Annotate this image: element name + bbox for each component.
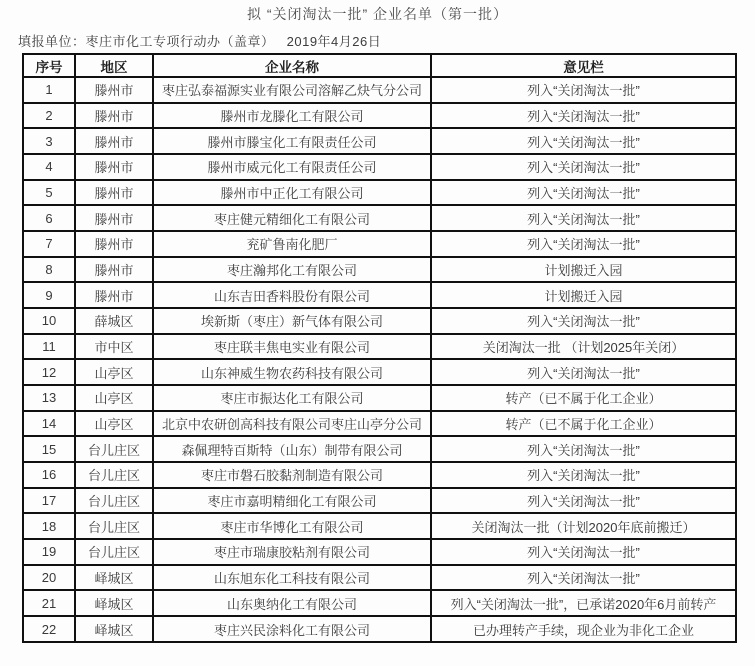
- table-row: [23, 513, 736, 539]
- cell-opinion: 转产（已不属于化工企业）: [431, 385, 736, 411]
- cell-region: 台儿庄区: [75, 462, 153, 488]
- reporting-unit-label: 填报单位：枣庄市化工专项行动办（盖章）: [18, 34, 275, 49]
- cell-company: 枣庄市瑞康胶粘剂有限公司: [153, 539, 431, 565]
- cell-company: 滕州市龙滕化工有限公司: [153, 103, 431, 129]
- cell-opinion: 列入“关闭淘汰一批”: [431, 103, 736, 129]
- table-row: [23, 154, 736, 180]
- cell-no: 5: [23, 180, 75, 206]
- cell-opinion: 列入“关闭淘汰一批”: [431, 205, 736, 231]
- cell-opinion: 关闭淘汰一批（计划2020年底前搬迁）: [431, 513, 736, 539]
- table-row: [23, 590, 736, 616]
- cell-region: 台儿庄区: [75, 488, 153, 514]
- cell-company: 枣庄健元精细化工有限公司: [153, 205, 431, 231]
- cell-company: 滕州市中正化工有限公司: [153, 180, 431, 206]
- table-row: [23, 462, 736, 488]
- col-header-index: 序号: [23, 54, 75, 77]
- cell-company: 兖矿鲁南化肥厂: [153, 231, 431, 257]
- cell-no: 10: [23, 308, 75, 334]
- table-row: [23, 308, 736, 334]
- cell-region: 峄城区: [75, 565, 153, 591]
- cell-company: 枣庄市华博化工有限公司: [153, 513, 431, 539]
- table-row: [23, 385, 736, 411]
- table-row: [23, 257, 736, 283]
- cell-no: 20: [23, 565, 75, 591]
- cell-no: 1: [23, 77, 75, 103]
- cell-region: 薛城区: [75, 308, 153, 334]
- cell-no: 4: [23, 154, 75, 180]
- cell-company: 枣庄联丰焦电实业有限公司: [153, 334, 431, 360]
- cell-no: 6: [23, 205, 75, 231]
- table-row: [23, 565, 736, 591]
- table-row: [23, 334, 736, 360]
- table-row: [23, 103, 736, 129]
- company-list-table: [22, 53, 737, 643]
- cell-region: 滕州市: [75, 128, 153, 154]
- cell-region: 峄城区: [75, 616, 153, 642]
- cell-region: 滕州市: [75, 231, 153, 257]
- cell-no: 22: [23, 616, 75, 642]
- table-row: [23, 488, 736, 514]
- cell-company: 滕州市威元化工有限责任公司: [153, 154, 431, 180]
- table-row: [23, 282, 736, 308]
- cell-company: 山东神威生物农药科技有限公司: [153, 359, 431, 385]
- cell-opinion: 列入“关闭淘汰一批”: [431, 308, 736, 334]
- cell-region: 峄城区: [75, 590, 153, 616]
- cell-company: 枣庄弘泰福源实业有限公司溶解乙炔气分公司: [153, 77, 431, 103]
- cell-region: 山亭区: [75, 411, 153, 437]
- cell-region: 滕州市: [75, 77, 153, 103]
- cell-opinion: 列入“关闭淘汰一批”，已承诺2020年6月前转产: [431, 590, 736, 616]
- cell-opinion: 已办理转产手续，现企业为非化工企业: [431, 616, 736, 642]
- cell-opinion: 列入“关闭淘汰一批”: [431, 436, 736, 462]
- cell-company: 山东吉田香料股份有限公司: [153, 282, 431, 308]
- cell-region: 滕州市: [75, 103, 153, 129]
- cell-no: 12: [23, 359, 75, 385]
- cell-no: 19: [23, 539, 75, 565]
- cell-opinion: 列入“关闭淘汰一批”: [431, 359, 736, 385]
- cell-no: 18: [23, 513, 75, 539]
- cell-region: 山亭区: [75, 385, 153, 411]
- cell-company: 枣庄市嘉明精细化工有限公司: [153, 488, 431, 514]
- col-header-region: 地区: [75, 54, 153, 77]
- cell-opinion: 列入“关闭淘汰一批”: [431, 180, 736, 206]
- cell-company: 枣庄兴民涂料化工有限公司: [153, 616, 431, 642]
- cell-no: 9: [23, 282, 75, 308]
- cell-region: 市中区: [75, 334, 153, 360]
- table-row: [23, 77, 736, 103]
- cell-no: 14: [23, 411, 75, 437]
- cell-region: 滕州市: [75, 154, 153, 180]
- cell-region: 滕州市: [75, 282, 153, 308]
- cell-opinion: 列入“关闭淘汰一批”: [431, 231, 736, 257]
- table-row: [23, 616, 736, 642]
- table-row: [23, 436, 736, 462]
- cell-company: 枣庄市振达化工有限公司: [153, 385, 431, 411]
- table-row: [23, 411, 736, 437]
- table-row: [23, 539, 736, 565]
- cell-no: 7: [23, 231, 75, 257]
- cell-region: 台儿庄区: [75, 436, 153, 462]
- cell-no: 8: [23, 257, 75, 283]
- cell-company: 北京中农研创高科技有限公司枣庄山亭分公司: [153, 411, 431, 437]
- table-row: [23, 128, 736, 154]
- cell-company: 枣庄瀚邦化工有限公司: [153, 257, 431, 283]
- cell-company: 山东旭东化工科技有限公司: [153, 565, 431, 591]
- cell-region: 山亭区: [75, 359, 153, 385]
- cell-opinion: 列入“关闭淘汰一批”: [431, 128, 736, 154]
- cell-opinion: 关闭淘汰一批 （计划2025年关闭）: [431, 334, 736, 360]
- table-row: [23, 205, 736, 231]
- cell-no: 2: [23, 103, 75, 129]
- cell-company: 山东奥纳化工有限公司: [153, 590, 431, 616]
- cell-company: 森佩理特百斯特（山东）制带有限公司: [153, 436, 431, 462]
- cell-opinion: 转产（已不属于化工企业）: [431, 411, 736, 437]
- cell-region: 台儿庄区: [75, 513, 153, 539]
- cell-opinion: 列入“关闭淘汰一批”: [431, 488, 736, 514]
- cell-region: 滕州市: [75, 205, 153, 231]
- cell-no: 16: [23, 462, 75, 488]
- col-header-opinion: 意见栏: [431, 54, 736, 77]
- cell-region: 滕州市: [75, 257, 153, 283]
- cell-opinion: 列入“关闭淘汰一批”: [431, 462, 736, 488]
- col-header-company: 企业名称: [153, 54, 431, 77]
- page-title: 拟 “关闭淘汰一批” 企业名单（第一批）: [246, 6, 509, 22]
- cell-region: 滕州市: [75, 180, 153, 206]
- cell-company: 枣庄市磐石胶黏剂制造有限公司: [153, 462, 431, 488]
- reporting-unit-line: [18, 31, 381, 50]
- cell-no: 15: [23, 436, 75, 462]
- cell-no: 11: [23, 334, 75, 360]
- table-row: [23, 180, 736, 206]
- cell-region: 台儿庄区: [75, 539, 153, 565]
- cell-opinion: 列入“关闭淘汰一批”: [431, 565, 736, 591]
- cell-opinion: 列入“关闭淘汰一批”: [431, 77, 736, 103]
- cell-opinion: 列入“关闭淘汰一批”: [431, 154, 736, 180]
- cell-no: 17: [23, 488, 75, 514]
- cell-opinion: 列入“关闭淘汰一批”: [431, 539, 736, 565]
- table-header-row: [23, 54, 736, 77]
- cell-opinion: 计划搬迁入园: [431, 282, 736, 308]
- report-date: 2019年4月26日: [286, 34, 382, 49]
- table-body: [23, 77, 736, 642]
- cell-opinion: 计划搬迁入园: [431, 257, 736, 283]
- cell-no: 13: [23, 385, 75, 411]
- table-row: [23, 231, 736, 257]
- table-row: [23, 359, 736, 385]
- cell-no: 3: [23, 128, 75, 154]
- cell-company: 滕州市滕宝化工有限责任公司: [153, 128, 431, 154]
- cell-company: 埃新斯（枣庄）新气体有限公司: [153, 308, 431, 334]
- cell-no: 21: [23, 590, 75, 616]
